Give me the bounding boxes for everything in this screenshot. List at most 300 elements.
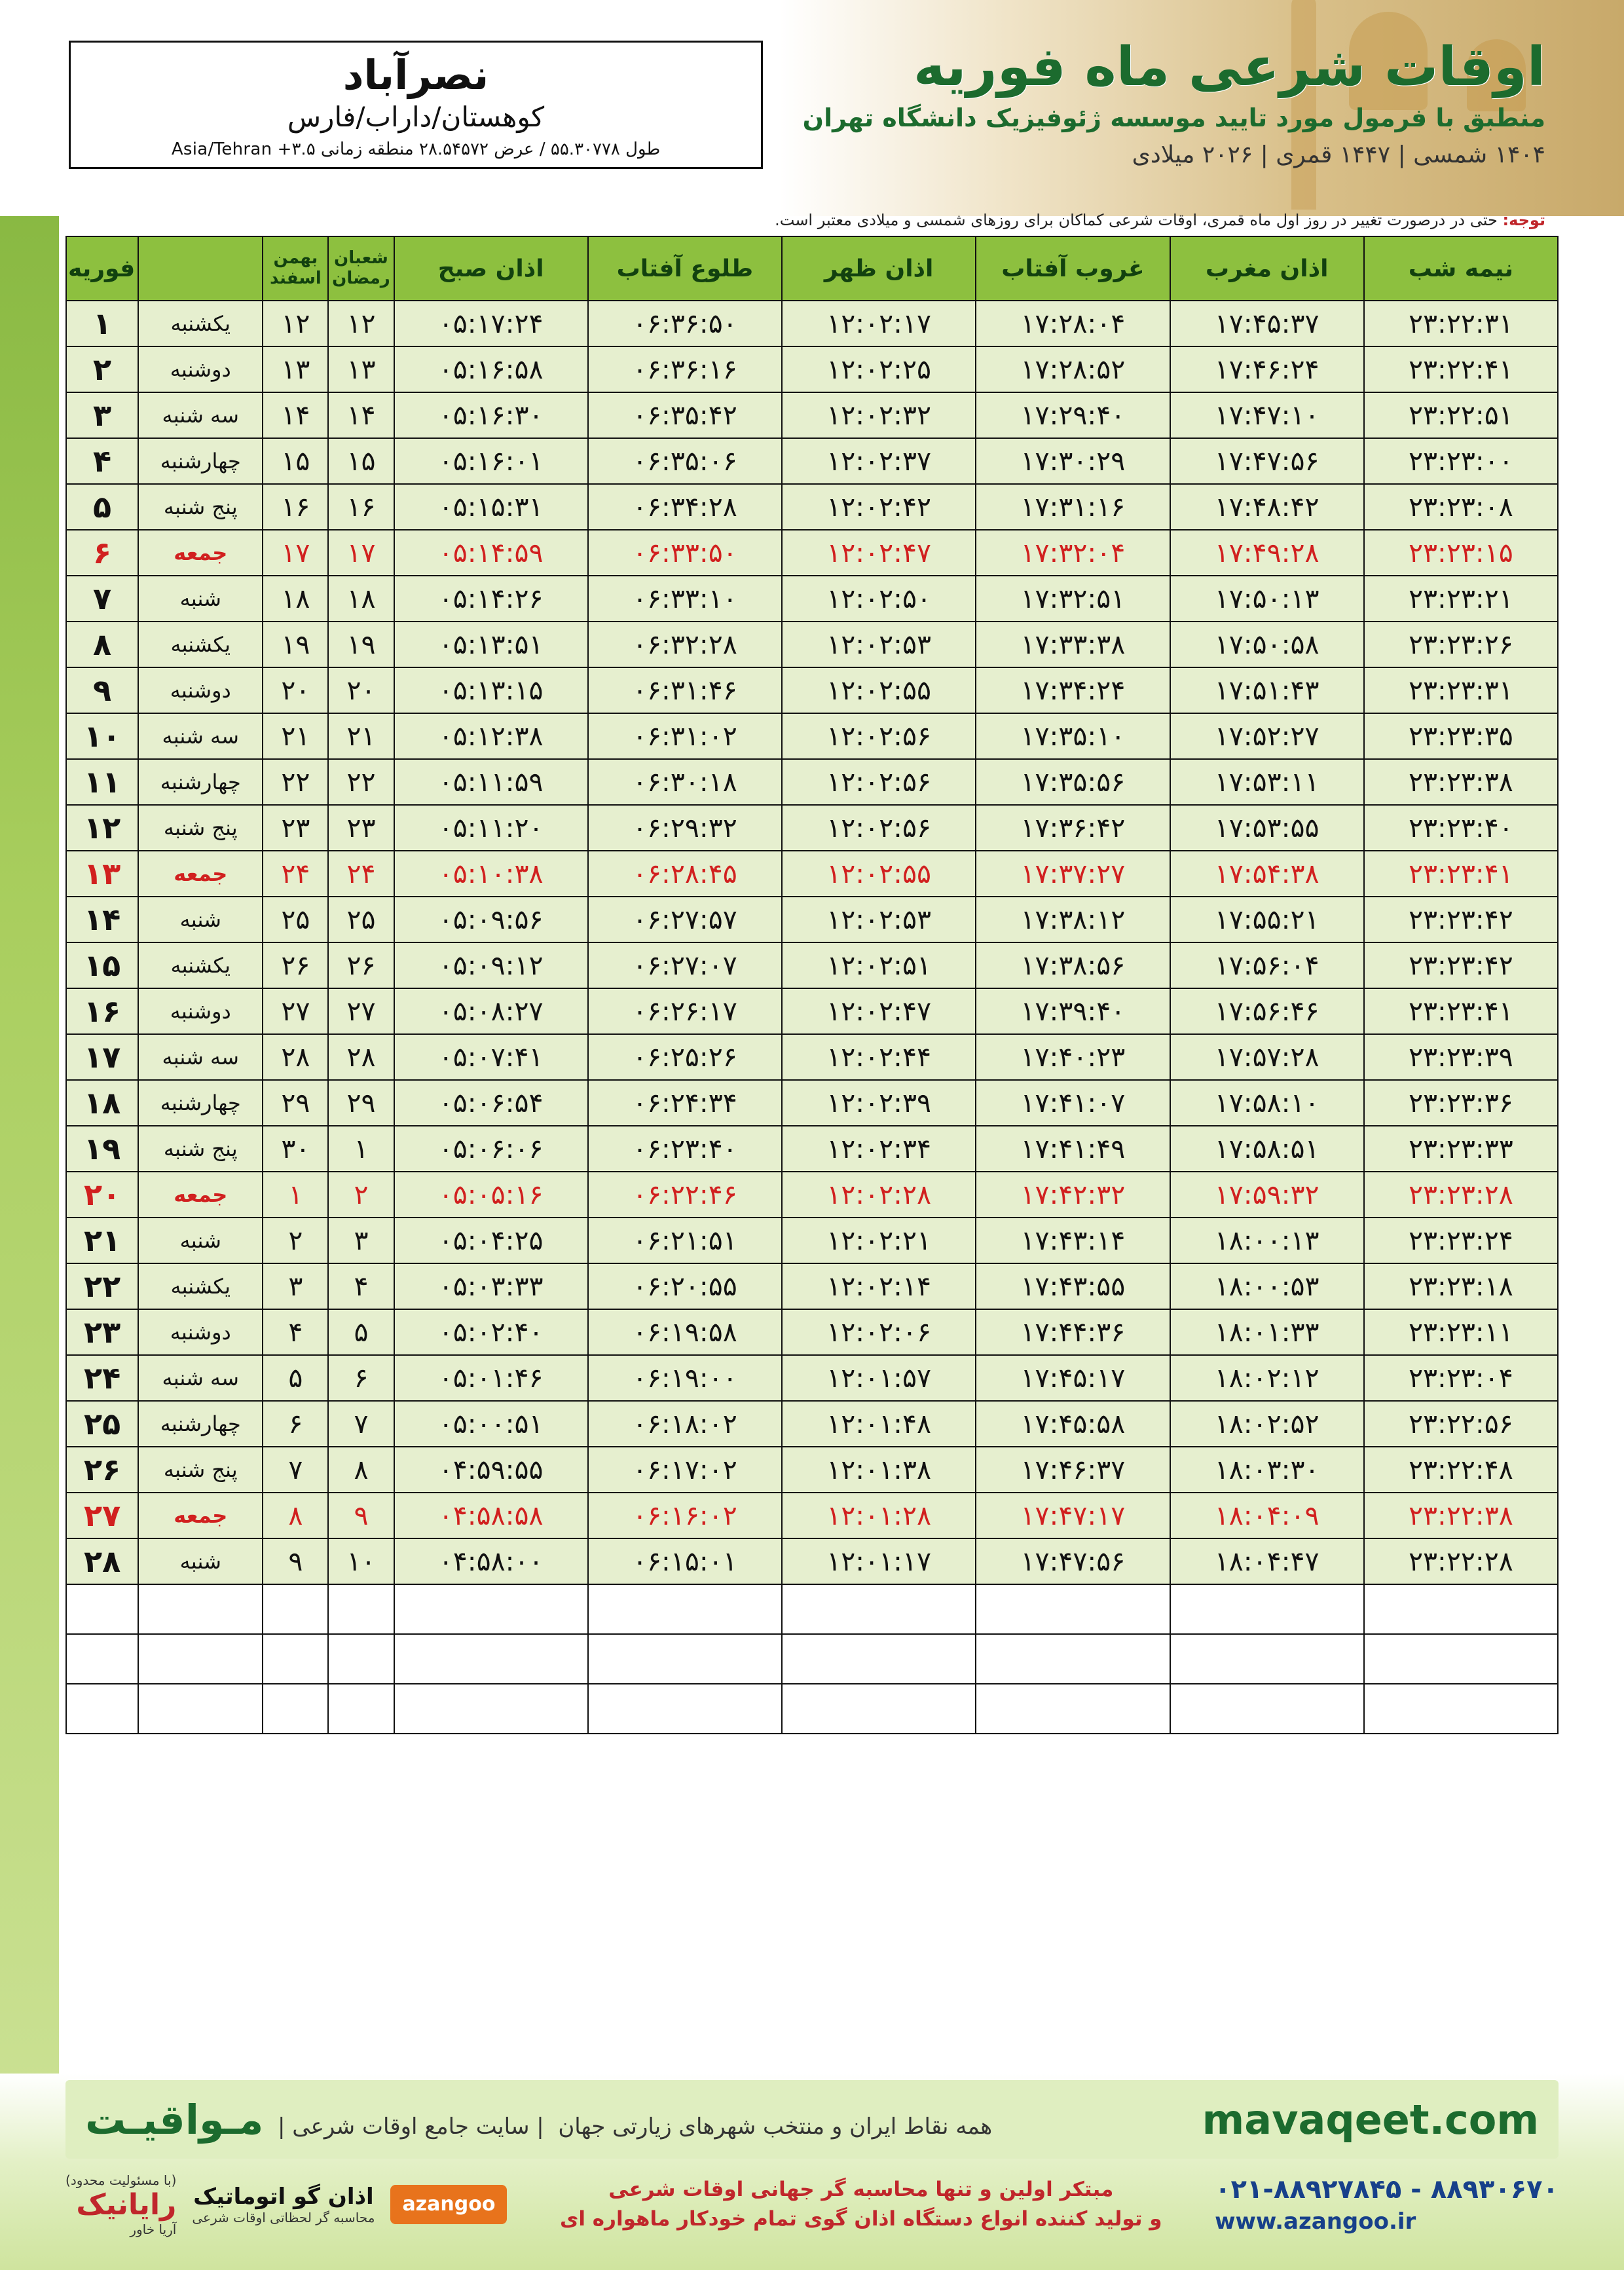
cell-fajr: ۰۵:۱۳:۵۱: [394, 622, 588, 667]
note-label: توجه:: [1502, 211, 1545, 229]
cell-noon: ۱۲:۰۲:۳۹: [782, 1080, 976, 1126]
cell-empty: [394, 1584, 588, 1634]
footer-details: [65, 2165, 1559, 2244]
cell-sunset: ۱۷:۳۲:۰۴: [976, 530, 1170, 576]
cell-hijri-day: ۱۲: [328, 301, 394, 346]
cell-weekday: شنبه: [138, 1538, 263, 1584]
cell-sunset: ۱۷:۴۷:۵۶: [976, 1538, 1170, 1584]
cell-sunrise: ۰۶:۲۲:۴۶: [588, 1172, 782, 1218]
cell-noon: ۱۲:۰۲:۱۴: [782, 1263, 976, 1309]
cell-empty: [976, 1684, 1170, 1734]
cell-sunrise: ۰۶:۲۱:۵۱: [588, 1218, 782, 1263]
cell-noon: ۱۲:۰۲:۵۱: [782, 942, 976, 988]
cell-sunrise: ۰۶:۳۶:۱۶: [588, 346, 782, 392]
cell-sunrise: ۰۶:۲۶:۱۷: [588, 988, 782, 1034]
cell-shamsi-day: ۶: [263, 1401, 328, 1447]
cell-hijri-day: ۴: [328, 1263, 394, 1309]
location-region: کوهستان/داراب/فارس: [287, 101, 545, 134]
cell-gregorian-day: ۲: [66, 346, 138, 392]
cell-sunset: ۱۷:۳۰:۲۹: [976, 438, 1170, 484]
cell-empty: [782, 1584, 976, 1634]
table-row: [66, 897, 1558, 942]
cell-shamsi-day: ۱: [263, 1172, 328, 1218]
cell-empty: [138, 1634, 263, 1684]
cell-shamsi-day: ۲۵: [263, 897, 328, 942]
cell-maghrib: ۱۷:۵۰:۵۸: [1170, 622, 1364, 667]
table-row: [66, 713, 1558, 759]
cell-sunrise: ۰۶:۳۵:۰۶: [588, 438, 782, 484]
cell-sunset: ۱۷:۴۶:۳۷: [976, 1447, 1170, 1493]
cell-noon: ۱۲:۰۱:۳۸: [782, 1447, 976, 1493]
cell-sunrise: ۰۶:۳۴:۲۸: [588, 484, 782, 530]
cell-sunset: ۱۷:۳۱:۱۶: [976, 484, 1170, 530]
cell-fajr: ۰۵:۱۵:۳۱: [394, 484, 588, 530]
cell-empty: [588, 1684, 782, 1734]
cell-noon: ۱۲:۰۲:۴۴: [782, 1034, 976, 1080]
cell-midnight: ۲۳:۲۳:۳۸: [1364, 759, 1558, 805]
cell-sunrise: ۰۶:۱۸:۰۲: [588, 1401, 782, 1447]
cell-empty: [328, 1684, 394, 1734]
cell-maghrib: ۱۷:۵۳:۵۵: [1170, 805, 1364, 851]
cell-fajr: ۰۵:۱۱:۵۹: [394, 759, 588, 805]
cell-sunset: ۱۷:۴۷:۱۷: [976, 1493, 1170, 1538]
cell-midnight: ۲۳:۲۳:۴۱: [1364, 988, 1558, 1034]
cell-midnight: ۲۳:۲۲:۴۸: [1364, 1447, 1558, 1493]
cell-shamsi-day: ۱۷: [263, 530, 328, 576]
cell-sunrise: ۰۶:۲۷:۰۷: [588, 942, 782, 988]
cell-empty: [263, 1584, 328, 1634]
table-row: [66, 392, 1558, 438]
cell-sunset: ۱۷:۳۸:۱۲: [976, 897, 1170, 942]
cell-maghrib: ۱۷:۴۶:۲۴: [1170, 346, 1364, 392]
page-subtitle: منطبق با فرمول مورد تایید موسسه ژئوفیزیک دانشگاه تهران: [802, 103, 1545, 133]
cell-fajr: ۰۴:۵۸:۵۸: [394, 1493, 588, 1538]
cell-gregorian-day: ۹: [66, 667, 138, 713]
cell-maghrib: ۱۷:۴۸:۴۲: [1170, 484, 1364, 530]
cell-gregorian-day: ۲۵: [66, 1401, 138, 1447]
col-sunrise: طلوع آفتاب: [588, 236, 782, 301]
cell-midnight: ۲۳:۲۲:۳۱: [1364, 301, 1558, 346]
location-box: [69, 41, 763, 169]
cell-maghrib: ۱۸:۰۴:۴۷: [1170, 1538, 1364, 1584]
cell-hijri-day: ۲۱: [328, 713, 394, 759]
cell-sunrise: ۰۶:۱۹:۵۸: [588, 1309, 782, 1355]
cell-sunrise: ۰۶:۲۷:۵۷: [588, 897, 782, 942]
cell-fajr: ۰۵:۰۹:۱۲: [394, 942, 588, 988]
cell-hijri-day: ۷: [328, 1401, 394, 1447]
cell-maghrib: ۱۷:۴۹:۲۸: [1170, 530, 1364, 576]
cell-noon: ۱۲:۰۲:۵۳: [782, 622, 976, 667]
cell-sunrise: ۰۶:۲۸:۴۵: [588, 851, 782, 897]
col-shamsi-month: [263, 236, 328, 301]
cell-weekday: سه شنبه: [138, 1034, 263, 1080]
cell-gregorian-day: ۸: [66, 622, 138, 667]
azangoo-url[interactable]: www.azangoo.ir: [1215, 2208, 1416, 2235]
cell-noon: ۱۲:۰۲:۵۶: [782, 713, 976, 759]
table-row: [66, 1034, 1558, 1080]
cell-midnight: ۲۳:۲۳:۲۸: [1364, 1172, 1558, 1218]
cell-maghrib: ۱۸:۰۳:۳۰: [1170, 1447, 1364, 1493]
cell-noon: ۱۲:۰۲:۲۱: [782, 1218, 976, 1263]
cell-noon: ۱۲:۰۲:۴۷: [782, 530, 976, 576]
cell-gregorian-day: ۱۷: [66, 1034, 138, 1080]
cell-sunrise: ۰۶:۲۹:۳۲: [588, 805, 782, 851]
cell-noon: ۱۲:۰۲:۵۶: [782, 805, 976, 851]
cell-fajr: ۰۵:۱۶:۳۰: [394, 392, 588, 438]
cell-fajr: ۰۵:۱۱:۲۰: [394, 805, 588, 851]
prayer-times-table: [65, 236, 1559, 1734]
cell-shamsi-day: ۴: [263, 1309, 328, 1355]
table-row-empty: [66, 1684, 1558, 1734]
cell-hijri-day: ۸: [328, 1447, 394, 1493]
cell-hijri-day: ۱۳: [328, 346, 394, 392]
phone-number: ۰۲۱-۸۸۹۲۷۸۴۵ - ۸۸۹۳۰۶۷۰: [1215, 2174, 1559, 2205]
table-row: [66, 1080, 1558, 1126]
cell-fajr: ۰۵:۱۷:۲۴: [394, 301, 588, 346]
cell-weekday: پنج شنبه: [138, 1126, 263, 1172]
cell-noon: ۱۲:۰۲:۲۸: [782, 1172, 976, 1218]
cell-hijri-day: ۲۷: [328, 988, 394, 1034]
cell-fajr: ۰۴:۵۹:۵۵: [394, 1447, 588, 1493]
cell-hijri-day: ۲۸: [328, 1034, 394, 1080]
cell-shamsi-day: ۲۸: [263, 1034, 328, 1080]
cell-sunset: ۱۷:۳۸:۵۶: [976, 942, 1170, 988]
cell-maghrib: ۱۷:۵۴:۳۸: [1170, 851, 1364, 897]
cell-noon: ۱۲:۰۱:۴۸: [782, 1401, 976, 1447]
cell-empty: [328, 1584, 394, 1634]
cell-fajr: ۰۵:۰۹:۵۶: [394, 897, 588, 942]
cell-noon: ۱۲:۰۲:۵۰: [782, 576, 976, 622]
cell-gregorian-day: ۲۱: [66, 1218, 138, 1263]
cell-midnight: ۲۳:۲۳:۱۵: [1364, 530, 1558, 576]
table-row: [66, 1493, 1558, 1538]
cell-shamsi-day: ۲۹: [263, 1080, 328, 1126]
table-row: [66, 805, 1558, 851]
cell-sunset: ۱۷:۳۵:۱۰: [976, 713, 1170, 759]
cell-midnight: ۲۳:۲۲:۵۱: [1364, 392, 1558, 438]
cell-hijri-day: ۲۰: [328, 667, 394, 713]
table-row: [66, 346, 1558, 392]
table-row: [66, 1355, 1558, 1401]
azangoo-logo-text: azangoo: [402, 2193, 496, 2216]
note-body: حتی در درصورت تغییر در روز اول ماه قمری، اوقات شرعی کماکان برای روزهای شمسی و میلادی معتبر است.: [775, 211, 1498, 229]
cell-gregorian-day: ۱: [66, 301, 138, 346]
cell-empty: [66, 1684, 138, 1734]
cell-shamsi-day: ۱۲: [263, 301, 328, 346]
cell-weekday: یکشنبه: [138, 622, 263, 667]
table-row: [66, 851, 1558, 897]
azangoo-logo: [390, 2185, 507, 2224]
cell-shamsi-day: ۱۴: [263, 392, 328, 438]
cell-empty: [138, 1684, 263, 1734]
rayaneek-title: رایانیک: [76, 2187, 177, 2222]
cell-maghrib: ۱۸:۰۰:۵۳: [1170, 1263, 1364, 1309]
cell-midnight: ۲۳:۲۳:۴۱: [1364, 851, 1558, 897]
cell-weekday: دوشنبه: [138, 988, 263, 1034]
azangoo-logo-fa: [192, 2184, 375, 2225]
cell-hijri-day: ۲۴: [328, 851, 394, 897]
table-row: [66, 1126, 1558, 1172]
cell-fajr: ۰۵:۱۶:۵۸: [394, 346, 588, 392]
azangoo-fa-title: اذان گو اتوماتیک: [193, 2184, 374, 2210]
cell-gregorian-day: ۲۰: [66, 1172, 138, 1218]
table-row: [66, 1447, 1558, 1493]
cell-gregorian-day: ۱۶: [66, 988, 138, 1034]
rayaneek-sub: آریا خاور: [130, 2221, 177, 2237]
cell-weekday: پنج شنبه: [138, 1447, 263, 1493]
cell-empty: [588, 1634, 782, 1684]
cell-noon: ۱۲:۰۲:۳۲: [782, 392, 976, 438]
cell-empty: [394, 1634, 588, 1684]
cell-shamsi-day: ۱۹: [263, 622, 328, 667]
cell-gregorian-day: ۲۲: [66, 1263, 138, 1309]
cell-midnight: ۲۳:۲۳:۲۱: [1364, 576, 1558, 622]
cell-midnight: ۲۳:۲۳:۴۲: [1364, 897, 1558, 942]
cell-maghrib: ۱۸:۰۲:۵۲: [1170, 1401, 1364, 1447]
cell-fajr: ۰۵:۰۲:۴۰: [394, 1309, 588, 1355]
cell-weekday: پنج شنبه: [138, 805, 263, 851]
cell-fajr: ۰۵:۰۱:۴۶: [394, 1355, 588, 1401]
cell-weekday: جمعه: [138, 530, 263, 576]
table-body: [66, 301, 1558, 1734]
col-noon: اذان ظهر: [782, 236, 976, 301]
cell-sunset: ۱۷:۲۹:۴۰: [976, 392, 1170, 438]
cell-midnight: ۲۳:۲۳:۱۸: [1364, 1263, 1558, 1309]
cell-sunrise: ۰۶:۲۰:۵۵: [588, 1263, 782, 1309]
site-url[interactable]: mavaqeet.com: [1202, 2095, 1539, 2144]
cell-weekday: شنبه: [138, 1218, 263, 1263]
table-row: [66, 576, 1558, 622]
cell-sunrise: ۰۶:۳۰:۱۸: [588, 759, 782, 805]
cell-noon: ۱۲:۰۲:۵۶: [782, 759, 976, 805]
cell-weekday: سه شنبه: [138, 713, 263, 759]
cell-midnight: ۲۳:۲۳:۰۸: [1364, 484, 1558, 530]
cell-fajr: ۰۵:۰۵:۱۶: [394, 1172, 588, 1218]
cell-shamsi-day: ۲۲: [263, 759, 328, 805]
cell-maghrib: ۱۷:۵۸:۱۰: [1170, 1080, 1364, 1126]
cell-gregorian-day: ۱۲: [66, 805, 138, 851]
cell-weekday: چهارشنبه: [138, 1080, 263, 1126]
cell-hijri-day: ۱۹: [328, 622, 394, 667]
brand-desc: همه نقاط ایران و منتخب شهرهای زیارتی جهان: [558, 2113, 993, 2140]
cell-sunset: ۱۷:۳۵:۵۶: [976, 759, 1170, 805]
cell-fajr: ۰۵:۰۳:۳۳: [394, 1263, 588, 1309]
cell-gregorian-day: ۱۹: [66, 1126, 138, 1172]
cell-weekday: شنبه: [138, 576, 263, 622]
table-row: [66, 988, 1558, 1034]
table-row: [66, 1263, 1558, 1309]
cell-fajr: ۰۵:۱۳:۱۵: [394, 667, 588, 713]
cell-fajr: ۰۴:۵۸:۰۰: [394, 1538, 588, 1584]
cell-weekday: جمعه: [138, 851, 263, 897]
cell-midnight: ۲۳:۲۳:۲۶: [1364, 622, 1558, 667]
table-row: [66, 1538, 1558, 1584]
cell-maghrib: ۱۷:۵۶:۰۴: [1170, 942, 1364, 988]
cell-noon: ۱۲:۰۱:۲۸: [782, 1493, 976, 1538]
cell-weekday: شنبه: [138, 897, 263, 942]
cell-gregorian-day: ۲۸: [66, 1538, 138, 1584]
cell-sunset: ۱۷:۴۱:۰۷: [976, 1080, 1170, 1126]
cell-sunrise: ۰۶:۳۳:۱۰: [588, 576, 782, 622]
cell-gregorian-day: ۴: [66, 438, 138, 484]
table-row: [66, 667, 1558, 713]
cell-gregorian-day: ۲۳: [66, 1309, 138, 1355]
cell-weekday: چهارشنبه: [138, 759, 263, 805]
cell-gregorian-day: ۱۰: [66, 713, 138, 759]
col-sunset: غروب آفتاب: [976, 236, 1170, 301]
slogan-line-2: و تولید کننده انواع دستگاه اذان گوی تمام خودکار ماهواره ای: [559, 2207, 1162, 2231]
cell-sunset: ۱۷:۳۶:۴۲: [976, 805, 1170, 851]
cell-sunset: ۱۷:۴۳:۱۴: [976, 1218, 1170, 1263]
cell-fajr: ۰۵:۱۰:۳۸: [394, 851, 588, 897]
cell-fajr: ۰۵:۱۴:۵۹: [394, 530, 588, 576]
cell-midnight: ۲۳:۲۳:۳۶: [1364, 1080, 1558, 1126]
cell-midnight: ۲۳:۲۲:۵۶: [1364, 1401, 1558, 1447]
cell-hijri-day: ۶: [328, 1355, 394, 1401]
cell-maghrib: ۱۸:۰۰:۱۳: [1170, 1218, 1364, 1263]
cell-fajr: ۰۵:۱۲:۳۸: [394, 713, 588, 759]
col-hijri-top: شعبان: [334, 248, 388, 268]
cell-gregorian-day: ۱۳: [66, 851, 138, 897]
cell-fajr: ۰۵:۱۴:۲۶: [394, 576, 588, 622]
cell-hijri-day: ۱۴: [328, 392, 394, 438]
location-name: نصرآباد: [342, 51, 489, 99]
cell-shamsi-day: ۱۳: [263, 346, 328, 392]
cell-sunset: ۱۷:۳۴:۲۴: [976, 667, 1170, 713]
cell-hijri-day: ۱: [328, 1126, 394, 1172]
cell-shamsi-day: ۱۸: [263, 576, 328, 622]
cell-sunrise: ۰۶:۲۴:۳۴: [588, 1080, 782, 1126]
cell-gregorian-day: ۱۱: [66, 759, 138, 805]
cell-maghrib: ۱۸:۰۲:۱۲: [1170, 1355, 1364, 1401]
cell-fajr: ۰۵:۱۶:۰۱: [394, 438, 588, 484]
cell-midnight: ۲۳:۲۳:۴۰: [1364, 805, 1558, 851]
col-midnight: نیمه شب: [1364, 236, 1558, 301]
cell-midnight: ۲۳:۲۳:۳۱: [1364, 667, 1558, 713]
col-maghrib: اذان مغرب: [1170, 236, 1364, 301]
azangoo-fa-sub: محاسبه گر لحظاتی اوقات شرعی: [192, 2210, 375, 2225]
col-fajr: اذان صبح: [394, 236, 588, 301]
cell-empty: [1364, 1684, 1558, 1734]
cell-maghrib: ۱۷:۵۱:۴۳: [1170, 667, 1364, 713]
cell-gregorian-day: ۷: [66, 576, 138, 622]
cell-midnight: ۲۳:۲۲:۲۸: [1364, 1538, 1558, 1584]
footer-brand-bar: [65, 2080, 1559, 2159]
cell-fajr: ۰۵:۰۴:۲۵: [394, 1218, 588, 1263]
cell-shamsi-day: ۲۱: [263, 713, 328, 759]
cell-sunset: ۱۷:۲۸:۵۲: [976, 346, 1170, 392]
cell-noon: ۱۲:۰۲:۳۴: [782, 1126, 976, 1172]
table-row: [66, 622, 1558, 667]
cell-shamsi-day: ۲۰: [263, 667, 328, 713]
cell-noon: ۱۲:۰۲:۵۳: [782, 897, 976, 942]
cell-noon: ۱۲:۰۲:۴۷: [782, 988, 976, 1034]
cell-weekday: یکشنبه: [138, 942, 263, 988]
cell-noon: ۱۲:۰۱:۵۷: [782, 1355, 976, 1401]
cell-sunrise: ۰۶:۳۱:۴۶: [588, 667, 782, 713]
table-row: [66, 759, 1558, 805]
cell-midnight: ۲۳:۲۳:۳۵: [1364, 713, 1558, 759]
cell-hijri-day: ۱۸: [328, 576, 394, 622]
cell-shamsi-day: ۲۶: [263, 942, 328, 988]
note-text: [65, 211, 1545, 229]
cell-maghrib: ۱۷:۵۲:۲۷: [1170, 713, 1364, 759]
cell-sunrise: ۰۶:۲۵:۲۶: [588, 1034, 782, 1080]
cell-midnight: ۲۳:۲۲:۴۱: [1364, 346, 1558, 392]
cell-empty: [394, 1684, 588, 1734]
cell-weekday: سه شنبه: [138, 392, 263, 438]
cell-empty: [1364, 1584, 1558, 1634]
cell-noon: ۱۲:۰۲:۰۶: [782, 1309, 976, 1355]
cell-sunset: ۱۷:۴۳:۵۵: [976, 1263, 1170, 1309]
table-row-empty: [66, 1584, 1558, 1634]
cell-weekday: یکشنبه: [138, 301, 263, 346]
cell-empty: [66, 1634, 138, 1684]
table-row: [66, 530, 1558, 576]
cell-sunrise: ۰۶:۱۶:۰۲: [588, 1493, 782, 1538]
brand-tagline: | سایت جامع اوقات شرعی |: [278, 2113, 544, 2140]
cell-midnight: ۲۳:۲۳:۲۴: [1364, 1218, 1558, 1263]
cell-gregorian-day: ۲۴: [66, 1355, 138, 1401]
cell-noon: ۱۲:۰۲:۵۵: [782, 851, 976, 897]
table-row: [66, 1401, 1558, 1447]
cell-hijri-day: ۱۶: [328, 484, 394, 530]
col-gregorian: فوریه: [66, 236, 138, 301]
cell-midnight: ۲۳:۲۲:۳۸: [1364, 1493, 1558, 1538]
cell-shamsi-day: ۲۷: [263, 988, 328, 1034]
cell-weekday: دوشنبه: [138, 667, 263, 713]
col-hijri-month: [328, 236, 394, 301]
cell-gregorian-day: ۵: [66, 484, 138, 530]
footer-logos: [65, 2172, 507, 2237]
cell-shamsi-day: ۱۵: [263, 438, 328, 484]
brand-name-fa: [85, 2096, 992, 2144]
cell-maghrib: ۱۷:۵۳:۱۱: [1170, 759, 1364, 805]
cell-sunset: ۱۷:۳۹:۴۰: [976, 988, 1170, 1034]
cell-gregorian-day: ۱۴: [66, 897, 138, 942]
table-row: [66, 438, 1558, 484]
cell-empty: [976, 1634, 1170, 1684]
cell-gregorian-day: ۳: [66, 392, 138, 438]
cell-shamsi-day: ۷: [263, 1447, 328, 1493]
cell-empty: [1170, 1684, 1364, 1734]
table-row: [66, 942, 1558, 988]
cell-empty: [263, 1684, 328, 1734]
cell-maghrib: ۱۷:۴۷:۱۰: [1170, 392, 1364, 438]
cell-sunset: ۱۷:۳۳:۳۸: [976, 622, 1170, 667]
rayaneek-note: (با مسئولیت محدود): [65, 2172, 177, 2188]
cell-empty: [66, 1584, 138, 1634]
cell-sunrise: ۰۶:۳۶:۵۰: [588, 301, 782, 346]
cell-sunset: ۱۷:۳۷:۲۷: [976, 851, 1170, 897]
cell-fajr: ۰۵:۰۷:۴۱: [394, 1034, 588, 1080]
cell-empty: [138, 1584, 263, 1634]
cell-hijri-day: ۲: [328, 1172, 394, 1218]
left-green-band: [0, 0, 59, 2270]
cell-noon: ۱۲:۰۲:۵۵: [782, 667, 976, 713]
cell-sunrise: ۰۶:۳۲:۲۸: [588, 622, 782, 667]
cell-sunrise: ۰۶:۱۹:۰۰: [588, 1355, 782, 1401]
cell-shamsi-day: ۲: [263, 1218, 328, 1263]
col-shamsi-top: بهمن: [273, 248, 318, 268]
cell-empty: [782, 1684, 976, 1734]
table-row: [66, 1218, 1558, 1263]
cell-weekday: جمعه: [138, 1493, 263, 1538]
cell-hijri-day: ۱۷: [328, 530, 394, 576]
cell-maghrib: ۱۷:۵۵:۲۱: [1170, 897, 1364, 942]
cell-fajr: ۰۵:۰۰:۵۱: [394, 1401, 588, 1447]
col-weekday: [138, 236, 263, 301]
